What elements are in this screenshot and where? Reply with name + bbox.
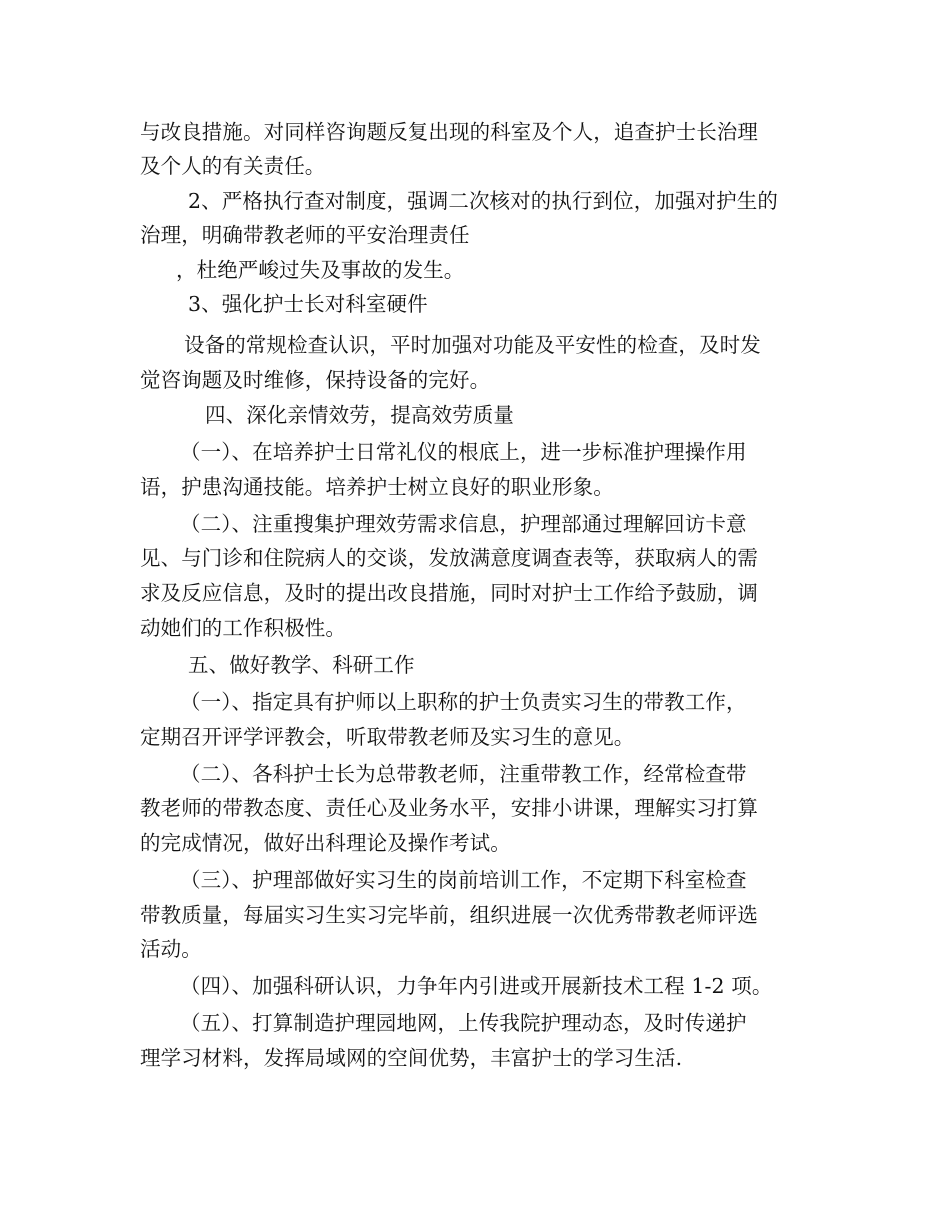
text-line: （一）、在培养护士日常礼仪的根底上，进一步标准护理操作用 bbox=[180, 440, 747, 464]
text-line: （四）、加强科研认识，力争年内引进或开展新技术工程 1-2 项。 bbox=[180, 974, 773, 998]
text-line: （二）、注重搜集护理效劳需求信息，护理部通过理解回访卡意 bbox=[180, 512, 747, 536]
text-line: 觉咨询题及时维修，保持设备的完好。 bbox=[140, 368, 491, 392]
text-line: 教老师的带教态度、责任心及业务水平，安排小讲课，理解实习打算 bbox=[140, 796, 758, 820]
text-line: 3、强化护士长对科室硬件 bbox=[188, 292, 428, 316]
text-line: 治理，明确带教老师的平安治理责任 bbox=[140, 223, 470, 247]
text-line: 带教质量，每届实习生实习完毕前，组织进展一次优秀带教老师评选 bbox=[140, 903, 758, 927]
text-line: 2、严格执行查对制度，强调二次核对的执行到位，加强对护生的 bbox=[188, 189, 778, 213]
text-line: （三）、护理部做好实习生的岗前培训工作，不定期下科室检查 bbox=[180, 868, 747, 892]
text-line: ，杜绝严峻过失及事故的发生。 bbox=[176, 258, 465, 282]
text-line: 见、与门诊和住院病人的交谈，发放满意度调查表等，获取病人的需 bbox=[140, 546, 758, 570]
text-line: （一）、指定具有护师以上职称的护士负责实习生的带教工作， bbox=[180, 690, 747, 714]
text-line: 语，护患沟通技能。培养护士树立良好的职业形象。 bbox=[140, 475, 614, 499]
text-line: 及个人的有关责任。 bbox=[140, 154, 326, 178]
text-line: 设备的常规检查认识，平时加强对功能及平安性的检查，及时发 bbox=[184, 333, 761, 357]
text-line: 活动。 bbox=[140, 937, 202, 961]
text-line: （五）、打算制造护理园地网，上传我院护理动态，及时传递护 bbox=[180, 1011, 747, 1035]
section-heading: 五、做好教学、科研工作 bbox=[188, 653, 415, 677]
section-heading: 四、深化亲情效劳，提高效劳质量 bbox=[205, 403, 514, 427]
text-line: 动她们的工作积极性。 bbox=[140, 616, 346, 640]
text-line: 定期召开评学评教会，听取带教老师及实习生的意见。 bbox=[140, 725, 635, 749]
text-line: 理学习材料，发挥局域网的空间优势，丰富护士的学习生活. bbox=[140, 1046, 683, 1070]
text-line: （二）、各科护士长为总带教老师，注重带教工作，经常检查带 bbox=[180, 762, 747, 786]
text-line: 求及反应信息，及时的提出改良措施，同时对护士工作给予鼓励，调 bbox=[140, 581, 758, 605]
text-line: 与改良措施。对同样咨询题反复出现的科室及个人，追查护士长治理 bbox=[140, 120, 758, 144]
text-line: 的完成情况，做好出科理论及操作考试。 bbox=[140, 831, 511, 855]
